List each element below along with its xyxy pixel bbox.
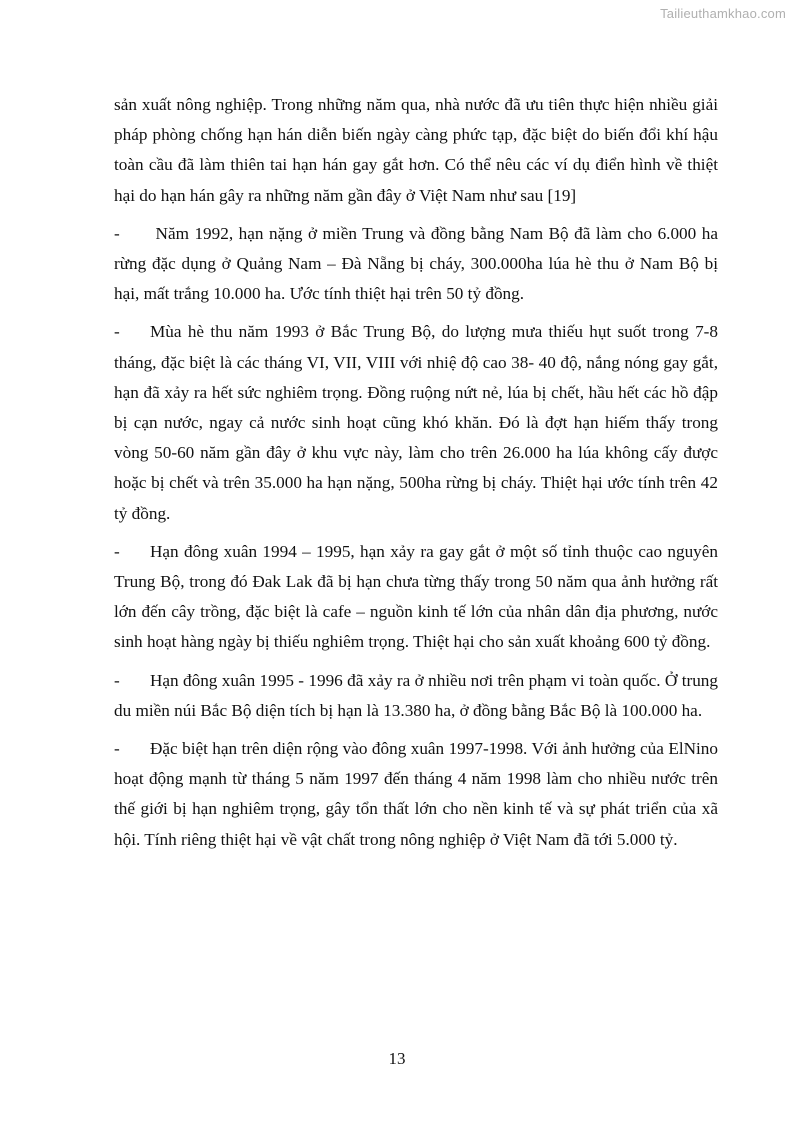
document-body [114, 90, 718, 863]
page-number: 13 [388, 1049, 406, 1068]
bullet-item-1997-1998 [114, 734, 718, 855]
bullet-marker: - [114, 541, 120, 561]
bullet-item-1994-1995 [114, 537, 718, 658]
intro-paragraph: sản xuất nông nghiệp. Trong những năm qua, nhà nước đã ưu tiên thực hiện nhiều giải pháp phòng chống hạn hán diễn biến ngày càng phức tạp, đặc biệt do biến đổi khí hậu toàn cầu đã làm thiên tai hạn hán gay gắt hơn. Có thể nêu các ví dụ điển hình về thiệt hại do hạn hán gây ra những năm gần đây ở Việt Nam như sau [19] [114, 95, 718, 205]
bullet-text: Hạn đông xuân 1995 - 1996 đã xảy ra ở nhiều nơi trên phạm vi toàn quốc. Ở trung du miền núi Bắc Bộ diện tích bị hạn là 13.380 ha, ở đồng bằng Bắc Bộ là 100.000 ha. [114, 670, 718, 720]
bullet-marker: - [114, 670, 120, 690]
bullet-text: Hạn đông xuân 1994 – 1995, hạn xảy ra gay gắt ở một số tỉnh thuộc cao nguyên Trung Bộ, trong đó Đak Lak đã bị hạn chưa từng thấy trong 50 năm qua ảnh hưởng rất lớn đến cây trồng, đặc biệt là cafe – nguồn kinh tế lớn của nhân dân địa phương, nước sinh hoạt hàng ngày bị thiếu nghiêm trọng. Thiệt hại cho sản xuất khoảng 600 tỷ đồng. [114, 541, 718, 652]
bullet-text: Mùa hè thu năm 1993 ở Bắc Trung Bộ, do lượng mưa thiếu hụt suốt trong 7-8 tháng, đặc biệt là các tháng VI, VII, VIII với nhiệ độ cao 38- 40 độ, nắng nóng gay gắt, hạn đã xảy ra hết sức nghiêm trọng. Đồng ruộng nứt nẻ, lúa bị chết, hầu hết các hồ đập bị cạn nước, ngay cả nước sinh hoạt cũng khó khăn. Đó là đợt hạn hiếm thấy trong vòng 50-60 năm gần đây ở khu vực này, làm cho trên 26.000 ha lúa không cấy được hoặc bị chết và trên 35.000 ha hạn nặng, 500ha rừng bị cháy. Thiệt hại ước tính trên 42 tỷ đồng. [114, 322, 718, 523]
bullet-marker: - [114, 223, 120, 243]
bullet-marker: - [114, 739, 120, 759]
bullet-item-1993 [114, 317, 718, 528]
bullet-text: Năm 1992, hạn nặng ở miền Trung và đồng bằng Nam Bộ đã làm cho 6.000 ha rừng đặc dụng ở Quảng Nam – Đà Nẵng bị cháy, 300.000ha lúa hè thu ở Nam Bộ bị hại, mất trắng 10.000 ha. Ước tính thiệt hại trên 50 tỷ đồng. [114, 223, 718, 304]
bullet-marker: - [114, 322, 120, 342]
bullet-item-1992 [114, 219, 718, 310]
watermark-text: Tailieuthamkhao.com [660, 6, 786, 21]
bullet-item-1995-1996 [114, 666, 718, 726]
bullet-text: Đặc biệt hạn trên diện rộng vào đông xuân 1997-1998. Với ảnh hưởng của ElNino hoạt động mạnh từ tháng 5 năm 1997 đến tháng 4 năm 1998 làm cho nhiều nước trên thế giới bị hạn nghiêm trọng, gây tổn thất lớn cho nền kinh tế và sự phát triển của xã hội. Tính riêng thiệt hại về vật chất trong nông nghiệp ở Việt Nam đã tới 5.000 tỷ. [114, 739, 718, 849]
